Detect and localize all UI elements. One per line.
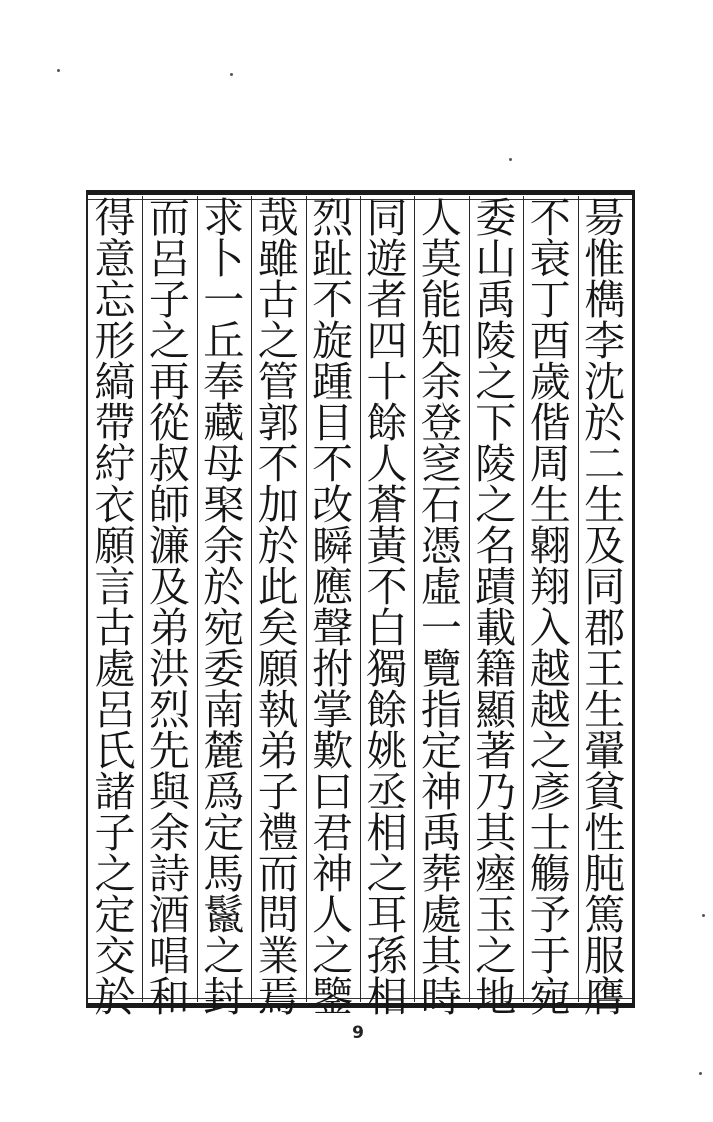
text-column: 同 遊 者 四 十 餘 人 蒼 黃 不 白 獨 餘 姚 丞 相 之 耳 孫 相 (366, 194, 408, 1021)
column-rule (142, 196, 143, 1002)
page-number: 9 (352, 1023, 364, 1043)
text-column: 烈 趾 不 旋 踵 目 不 改 瞬 應 聲 拊 掌 歎 曰 君 神 人 之 鑒 (312, 194, 354, 1021)
text-column: 昜 惟 檇 李 沈 於 二 生 及 同 郡 王 生 翬 貧 性 肫 篤 服 膺 (584, 194, 626, 1021)
text-column: 而 呂 子 之 再 從 叔 師 濂 及 弟 洪 烈 先 與 余 詩 酒 唱 和 (148, 194, 190, 1021)
column-rule (414, 196, 415, 1002)
column-rule (578, 196, 579, 1002)
scan-speck (230, 73, 233, 76)
column-rule (469, 196, 470, 1002)
column-rule (360, 196, 361, 1002)
text-column: 人 莫 能 知 余 登 窆 石 憑 虛 一 覽 指 定 神 禹 葬 處 其 時 (420, 194, 462, 1021)
text-column: 求 卜 一 丘 奉 藏 母 棸 余 於 宛 委 南 麓 爲 定 馬 鬣 之 封 (203, 194, 245, 1021)
column-rule (306, 196, 307, 1002)
column-rule (251, 196, 252, 1002)
text-column: 不 衰 丁 酉 歲 偕 周 生 翺 翔 入 越 越 之 彥 士 觴 予 于 宛 (529, 194, 571, 1021)
text-column: 委 山 禹 陵 之 下 陵 之 名 蹟 載 籍 顯 著 乃 其 瘞 玉 之 地 (475, 194, 517, 1021)
scan-speck (699, 1072, 702, 1075)
column-rule (197, 196, 198, 1002)
column-rule (523, 196, 524, 1002)
text-column: 得 意 忘 形 縞 帶 紵 衣 願 言 古 處 呂 氏 諸 子 之 定 交 於 (94, 194, 136, 1021)
scan-speck (702, 914, 705, 917)
text-column: 哉 雖 古 之 管 郭 不 加 於 此 矣 願 執 弟 子 禮 而 問 業 焉 (257, 194, 299, 1021)
scan-speck (57, 69, 60, 72)
scan-speck (509, 158, 512, 161)
